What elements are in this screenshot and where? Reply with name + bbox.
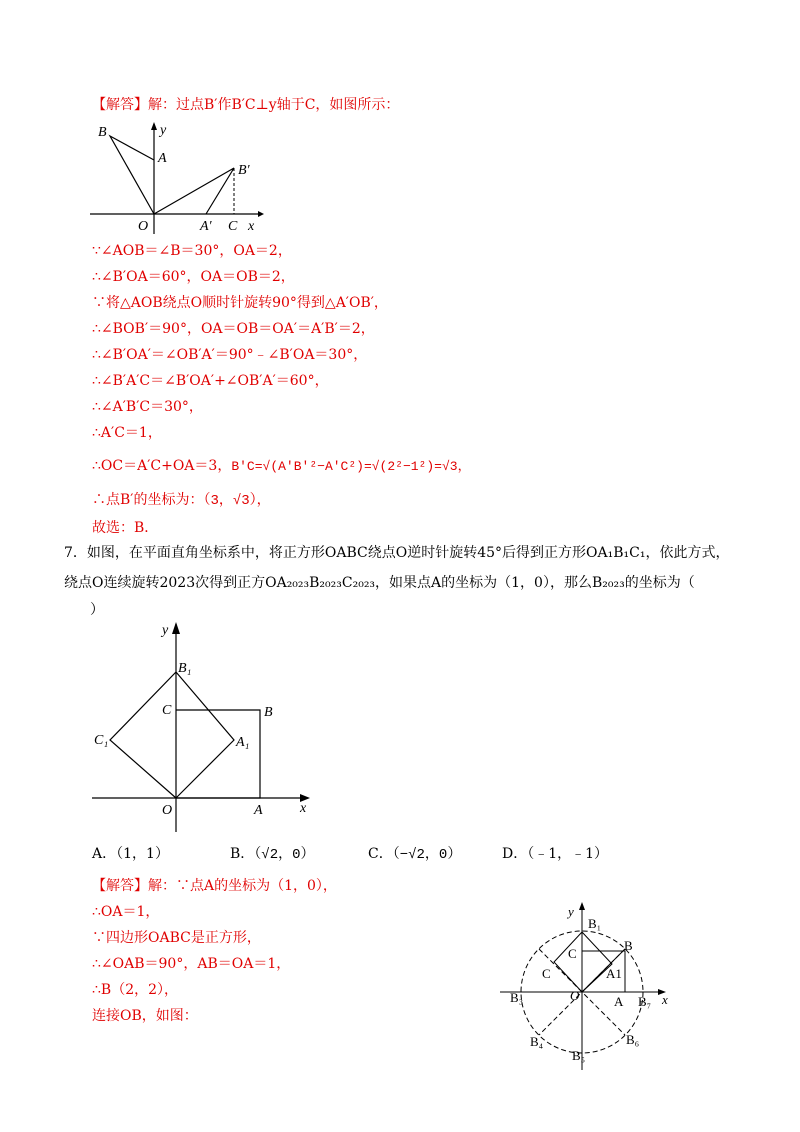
y-axis-arrow (579, 902, 585, 910)
label-A1: A₁ (236, 735, 250, 750)
label-A-prime: A′ (200, 219, 212, 234)
coord-text: ∴点B′的坐标为： (92, 492, 204, 508)
label-B5: B₅ (572, 1048, 586, 1063)
label-x: x (248, 219, 255, 234)
solution6-answer: 故选：B． (92, 520, 159, 536)
oc-text: ∴OC＝A′C+OA＝3， (92, 458, 232, 474)
label-A: A (614, 994, 624, 1009)
label-B4: B₄ (530, 1034, 544, 1049)
x-axis-arrow (258, 211, 264, 217)
coord-value: （3，√3）， (203, 493, 271, 509)
label-C: C (162, 703, 172, 718)
solution6-oc-line (92, 456, 471, 477)
solution7-step-5: ∴B（2，2）， (92, 982, 179, 998)
question7-line-1: 7．如图，在平面直角坐标系中，将正方形OABC绕点O逆时针旋转45°后得到正方形OA₁B₁C₁，依此方式， (64, 545, 730, 561)
label-A: A (158, 151, 167, 166)
label-y: y (162, 623, 169, 638)
solution6-step-3: ∵将△AOB绕点O顺时针旋转90°得到△A′OB′， (92, 295, 388, 311)
solution7-step-3: ∵四边形OABC是正方形， (92, 930, 261, 946)
option-c[interactable] (368, 843, 461, 866)
figure-rotation-triangle (88, 118, 268, 234)
label-x: x (300, 801, 307, 816)
option-c-letter: C． (368, 846, 393, 862)
solution6-coord-line (92, 490, 271, 511)
solution6-step-1: ∵∠AOB＝∠B＝30°，OA＝2， (92, 243, 292, 259)
option-c-value: （−√2，0） (392, 847, 462, 863)
label-O: O (570, 988, 580, 1003)
option-a-value: （1，1） (116, 846, 169, 862)
triangle-A1OB1 (154, 168, 234, 214)
solution6-step-5: ∴∠B′OA′＝∠OB′A′＝90°﹣∠B′OA＝30°， (92, 347, 368, 363)
label-y: y (568, 904, 574, 919)
solution6-step-2: ∴∠B′OA＝60°，OA＝OB＝2， (92, 269, 295, 285)
label-C1: C₁ (94, 733, 109, 748)
solution7-step-6: 连接OB，如图： (92, 1008, 198, 1024)
label-C: C (228, 219, 238, 234)
option-b-letter: B． (230, 846, 255, 862)
label-B-prime: B′ (238, 163, 250, 178)
option-d-letter: D． (502, 846, 528, 862)
y-axis-arrow (151, 122, 157, 130)
oc-formula: B′C=√(A′B′²−A′C²)=√(2²−1²)=√3， (231, 459, 471, 474)
solution7-step-2: ∴OA＝1， (92, 904, 160, 920)
solution6-step-6: ∴∠B′A′C＝∠B′OA′+∠OB′A′＝60°， (92, 373, 329, 389)
question7-line-3: ） (90, 602, 104, 618)
figure-rotation-circle (496, 896, 686, 1072)
label-B: B (264, 705, 273, 720)
label-C1-position: C (542, 966, 551, 981)
solution7-step-1: 【解答】解：∵点A的坐标为（1，0）， (92, 878, 337, 894)
label-A1: A1 (606, 966, 622, 981)
solution7-step-4: ∴∠OAB＝90°，AB＝OA＝1， (92, 956, 291, 972)
label-B1: B₁ (588, 916, 602, 931)
option-d-value: （﹣1，﹣1） (527, 846, 609, 862)
label-B: B (98, 125, 107, 140)
label-B6: B₆ (626, 1032, 640, 1047)
figure-rotated-squares (88, 618, 318, 838)
label-O: O (138, 219, 149, 234)
label-O: O (162, 803, 173, 818)
solution6-step-4: ∴∠BOB′＝90°，OA＝OB＝OA′＝A′B′＝2， (92, 321, 375, 337)
solution6-step-8: ∴A′C＝1， (92, 425, 162, 441)
label-B1: B₁ (178, 661, 192, 676)
solution6-header: 【解答】解：过点B′作B′C⊥y轴于C，如图所示： (92, 97, 400, 113)
solution6-step-7: ∴∠A′B′C＝30°， (92, 399, 203, 415)
option-a[interactable] (92, 843, 169, 865)
label-B: B (624, 938, 633, 953)
option-b[interactable] (230, 843, 315, 866)
label-y: y (160, 123, 167, 138)
option-b-value: （√2，0） (254, 847, 315, 863)
label-C-small: C (568, 946, 577, 961)
option-a-letter: A． (92, 846, 117, 862)
option-d[interactable] (502, 843, 608, 865)
y-axis-arrow (172, 622, 180, 634)
question7-line-2: 绕点O连续旋转2023次得到正方OA₂₀₂₃B₂₀₂₃C₂₀₂₃，如果点A的坐标为（1，0），那么B₂₀₂₃的坐标为（ (64, 575, 695, 591)
label-B7: B₇ (638, 994, 652, 1009)
label-A: A (254, 803, 263, 818)
square-OA1B1C1 (110, 672, 234, 798)
label-x: x (662, 992, 668, 1007)
triangle-AOB (110, 136, 154, 214)
label-B3: B₃ (510, 990, 524, 1005)
square-OA1B1C1 (554, 932, 612, 992)
